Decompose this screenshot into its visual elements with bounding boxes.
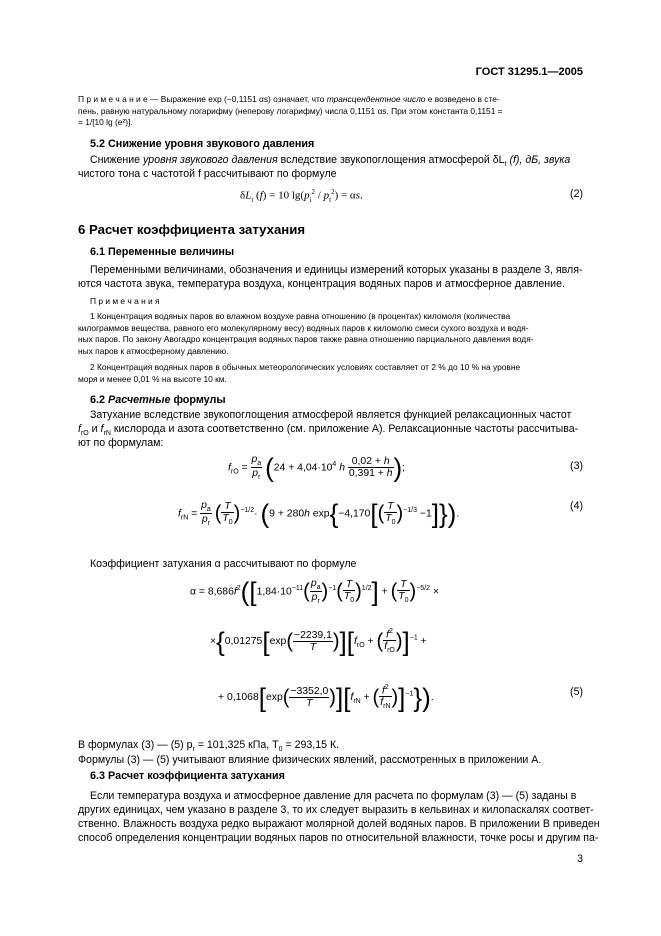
after-eq-1-a: В формулах (3) — (5) p [78,739,193,751]
note-top-line3: = 1/[10 lg (e²)]. [78,117,133,128]
sec-6-2-heading-num: 6.2 [90,394,109,406]
note-1 [78,311,584,357]
equation-2-number: (2) [570,188,583,200]
sec-6-3-l1: Если температура воздуха и атмосферное давление для расчета по формулам (3) — (5) заданы в [90,790,577,802]
note-top [78,94,584,129]
note-top-italic: трансцендентное число [326,94,426,104]
sec-6-3-l2: других единицах, чем указано в разделе 3, то их следует выразить в кельвинах и килопаскалях соответ- [78,804,594,816]
note-1-l3: ных паров. По закону Авогадро концентрация водяных паров также равна отношению парциального давления водя- [78,334,534,345]
sec-6-3-l3: ственно. Влажность воздуха редко выражают молярной долей водяных паров. В приложении В приведен [78,818,600,830]
after-eq-1: В формулах (3) — (5) $p_r = 101,325$ кПа, $T_0 = 293,15$ К. [78,739,340,754]
equation-5-line-2: ×{0,01275[exp( $\frac{-2239,1}{T}$ )][$f_{rO}$ + ( $\frac{f^2}{f_{rO}}$ )]$^{-1}$ + [210,626,427,657]
sec-6-3-heading: 6.3 Расчет коэффициента затухания [90,770,285,782]
note-2-l1: 2 Концентрация водяных паров в обычных метеорологических условиях составляет от 2 % до 10 % на уровне [90,362,521,372]
after-eq-1-b: = 101,325 кПа, T [194,739,279,751]
after-eq-1-c: = 293,15 К. [282,739,340,751]
note-2-l2: моря и менее 0,01 % на высоте 10 км. [78,373,227,384]
note-top-text-1: — Выражение exp (−0,1151 αs) означает, что [147,94,327,104]
equation-3-number: (3) [570,460,583,472]
sec-6-2-heading [90,394,226,406]
sec-5-2-p1-a: Снижение [90,154,143,166]
sec-6-1-heading: 6.1 Переменные величины [90,246,235,258]
note-1-l4: ных паров к атмосферному давлению. [78,345,229,356]
equation-3: $f_{rO}$ = $\frac{p_a}{p_r}$ ($24 + 4,04\cdot 10^4$ h $\frac{0,02 + h}{0,391 + h}$ ); [228,452,406,483]
sec-6-1-p1: Переменными величинами, обозначения и единицы измерений которых указаны в разделе 3, явля- [90,264,583,276]
standard-header: ГОСТ 31295.1—2005 [475,66,583,78]
sec-5-2-heading: 5.2 Снижение уровня звукового давления [90,138,315,150]
sec-5-2-p1-italic: уровня звукового давления [143,154,278,166]
sec-6-2-p1: Затухание вследствие звукопоглощения атмосферой является функцией релаксационных частот [90,409,572,421]
note-top-label: П р и м е ч а н и е [78,94,148,104]
equation-4: $f_{rN}$ = $\frac{p_a}{p_r}$ ( $\frac{T}{T_0}$ )$^{-1/2}$· (9 + 280h exp{−4,170[( $\frac{T}{T_0}$ )$^{-1/3}$ −1]}). [178,498,460,529]
sec-6-2-heading-rest: формулы [170,394,226,406]
equation-5-line-3: + 0,1068[exp( $\frac{-3352,0}{T}$ )][$f_{rN}$ + ( $\frac{f^2}{f_{rN}}$ )]$^{-1}$}). [218,682,434,713]
sec-6-3-l4: способ определения концентрации водяных паров по относительной влажности, точке росы и другим па- [78,832,599,844]
sec-6-2-p2: $f_{rO}$ и $f_{rN}$ кислорода и азота соответственно (см. приложение А). Релаксационные частоты рассчитыва- [78,423,579,438]
sec-5-2-p1-b: вследствие звукопоглощения атмосферой δL [277,154,505,166]
note-top-line2: пень, равную натуральному логарифму (неперову логарифму) числа 0,1151 αs. При этом константа 0,1151 = [78,105,503,116]
sec-6-2-p2-text: кислорода и азота соответственно (см. приложение А). Релаксационные частоты рассчитыва- [113,423,579,435]
equation-4-number: (4) [570,500,583,512]
sec-5-2-p1-line2: чистого тонa с частотой f рассчитывают по формуле [78,168,337,180]
sec-5-2-p1-sub: t [504,161,507,169]
after-eq-2: Формулы (3) — (5) учитывают влияние физических явлений, рассмотренных в приложении А. [78,754,542,766]
notes-label: П р и м е ч а н и я [90,296,160,306]
alpha-intro: Коэффициент затухания α рассчитывают по формуле [90,558,357,570]
sec-6-heading: 6 Расчет коэффициента затухания [78,222,306,237]
sec-6-1-p2: ются частота звука, температура воздуха, концентрация водяных паров и атмосферное давление. [78,278,565,290]
equation-5-line-1: $\alpha = 8,686f^2([1,84\cdot 10^{-11}$( $\frac{p_a}{p_r}$ )$^{-1}$( $\frac{T}{T_0}$ )$^{1/2}$] + ( $\frac{T}{T_0}$ )$^{-5/2}$ × [190,576,440,607]
note-2 [78,362,584,385]
equation-5-number: (5) [570,686,583,698]
sec-6-2-heading-italic: Расчетные [108,394,171,406]
sec-6-2-p3: ют по формулам: [78,437,164,449]
sec-5-2-p1-c: (f), дБ, звука [506,154,571,166]
note-top-text-2: e возведено в сте- [425,94,500,104]
note-1-l1: 1 Концентрация водяных паров во влажном воздухе равна отношению (в процентах) киломоля (количества [90,311,511,321]
page-number: 3 [577,853,583,865]
note-1-l2: килограммов вещества, равного его молекулярному весу) водяных паров к киломолю смеси сухого воздуха и водя- [78,322,529,333]
equation-2: $\delta L_t$ (f) = 10 $\lg(p_i^2 / p_t^2) = \alpha s$. [240,188,363,204]
